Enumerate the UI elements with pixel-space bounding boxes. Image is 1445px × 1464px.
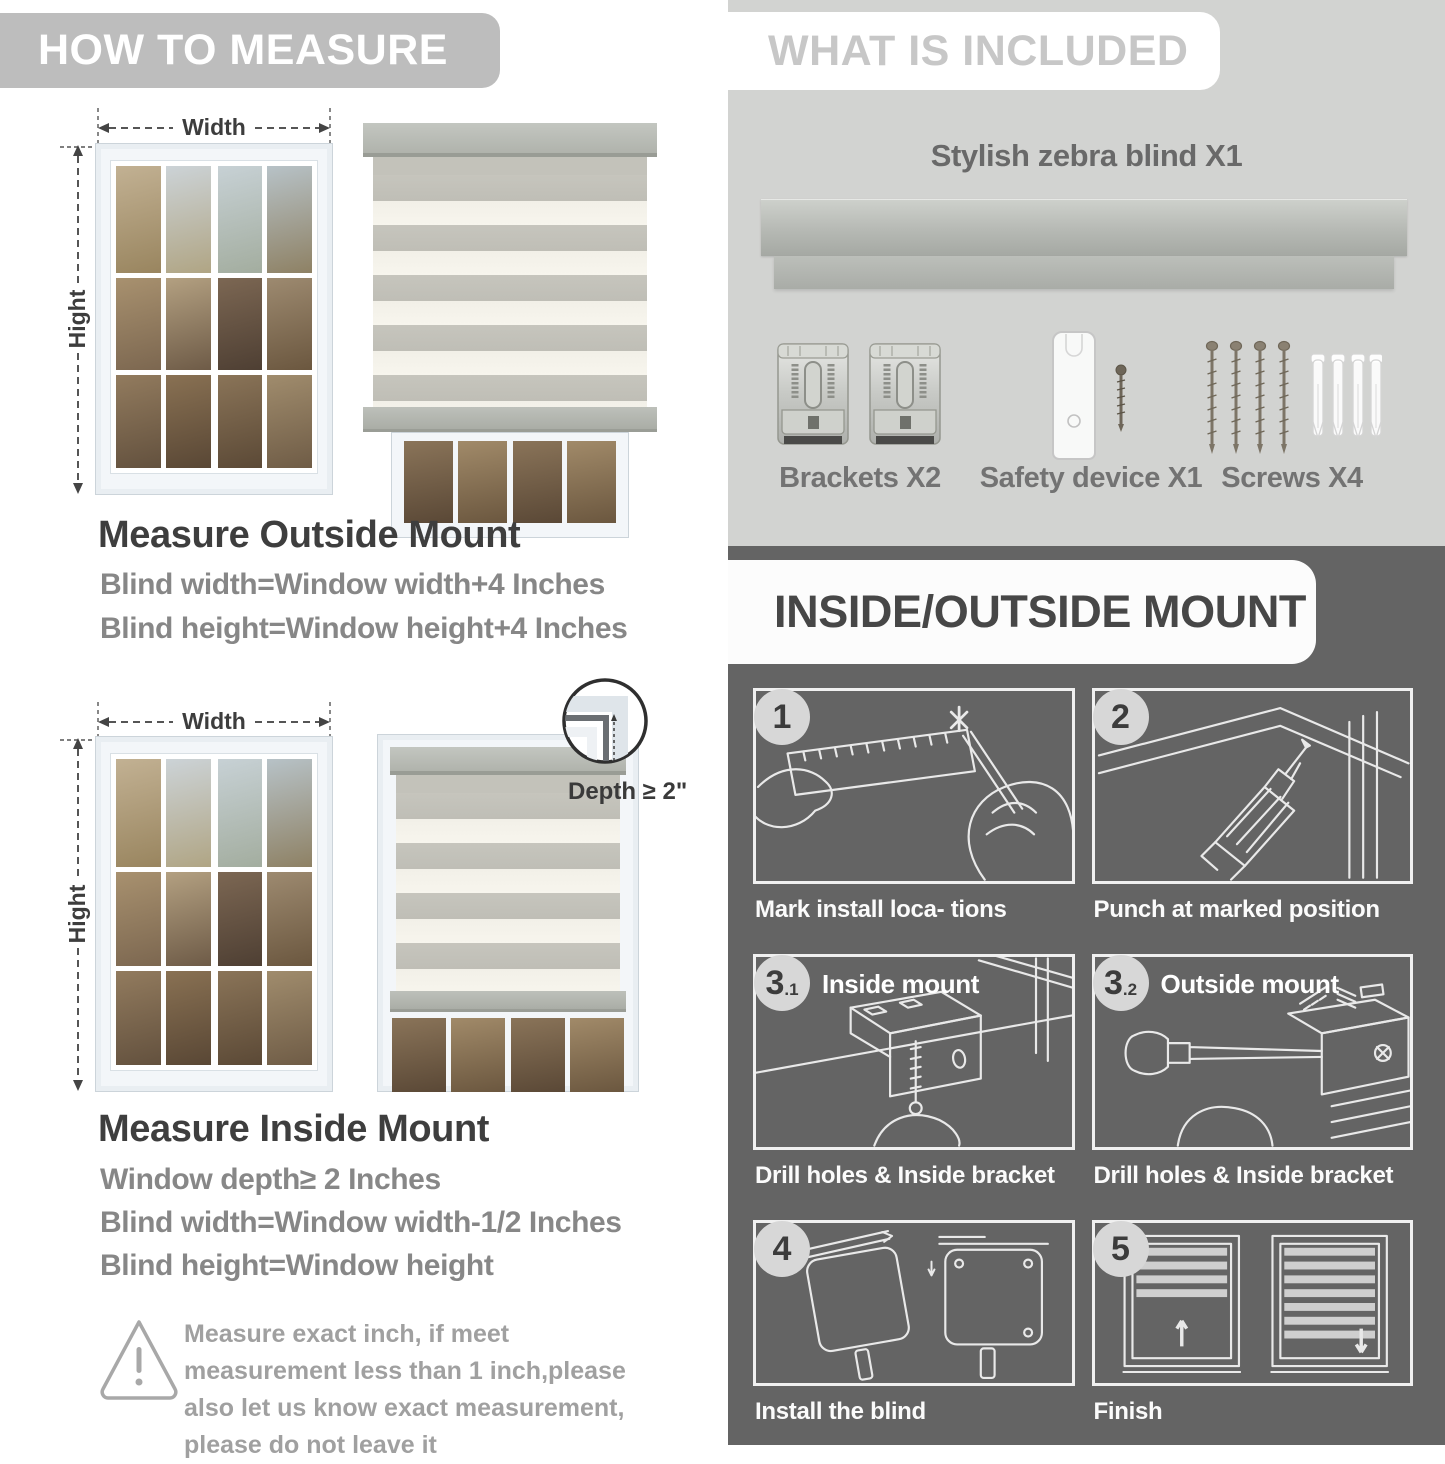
outside-mount-rule-width: Blind width=Window width+4 Inches bbox=[100, 568, 605, 601]
step-3-1-caption: Drill holes & Inside bracket bbox=[755, 1162, 1055, 1189]
screws-label: Screws X4 bbox=[1221, 462, 1363, 494]
window-sash bbox=[218, 166, 313, 468]
step-3-2-caption: Drill holes & Inside bracket bbox=[1093, 1162, 1394, 1189]
depth-requirement-label: Depth ≥ 2" bbox=[568, 778, 688, 805]
measure-section bbox=[0, 0, 722, 1459]
safety-screw-icon bbox=[1116, 365, 1126, 432]
step-5-panel bbox=[1092, 1220, 1414, 1386]
window-sash bbox=[116, 166, 211, 468]
step-3-1 bbox=[753, 954, 1075, 1220]
step-2-panel bbox=[1092, 688, 1414, 884]
blind-bottom-rail bbox=[390, 991, 626, 1012]
step-number-badge: 3 .1 bbox=[754, 955, 810, 1011]
step-4-caption: Install the blind bbox=[755, 1398, 926, 1425]
headrail-valance-image bbox=[774, 256, 1394, 289]
height-dimension-arrow bbox=[56, 143, 96, 495]
hight-label: Hight bbox=[64, 289, 90, 349]
screws-icon bbox=[1202, 332, 1382, 468]
width-dimension-arrow bbox=[95, 104, 333, 146]
warning-triangle-icon bbox=[96, 1312, 182, 1402]
step-2 bbox=[1092, 688, 1414, 954]
step-3-1-panel bbox=[753, 954, 1075, 1150]
blind-bottom-rail bbox=[363, 407, 657, 432]
depth-magnifier-icon bbox=[560, 676, 650, 766]
inside-mount-rule-depth: Window depth≥ 2 Inches bbox=[100, 1163, 441, 1196]
height-dimension-arrow bbox=[56, 736, 96, 1092]
what-is-included-section bbox=[728, 0, 1445, 546]
step-number-badge: 1 bbox=[754, 689, 810, 745]
outside-mount-rule-height: Blind height=Window height+4 Inches bbox=[100, 612, 628, 645]
mount-instructions-section bbox=[728, 546, 1445, 1445]
step-4-panel bbox=[753, 1220, 1075, 1386]
measure-warning-text: Measure exact inch, if meet measurement less than 1 inch,please also let us know exact measurement, please do not leave it bbox=[184, 1320, 626, 1459]
width-dimension-arrow bbox=[95, 698, 333, 740]
zebra-blind-outside-mount bbox=[363, 123, 657, 538]
safety-device-label: Safety device X1 bbox=[979, 462, 1203, 494]
headrail-image bbox=[761, 199, 1407, 256]
window-sash bbox=[116, 759, 211, 1065]
safety-device-icon bbox=[1026, 326, 1156, 468]
step-number-badge: 5 bbox=[1093, 1221, 1149, 1277]
brackets-icon bbox=[776, 336, 944, 458]
step-5 bbox=[1092, 1220, 1414, 1456]
inside-outside-mount-header: INSIDE/OUTSIDE MOUNT bbox=[728, 560, 1316, 664]
window-photo-outside bbox=[95, 143, 333, 495]
step-3-1-title: Inside mount bbox=[822, 969, 979, 999]
blind-fabric bbox=[373, 157, 647, 407]
brackets-label: Brackets X2 bbox=[779, 462, 941, 494]
width-label: Width bbox=[182, 114, 246, 140]
outside-mount-title: Measure Outside Mount bbox=[98, 514, 521, 556]
step-3-2-panel bbox=[1092, 954, 1414, 1150]
width-label: Width bbox=[182, 708, 246, 734]
step-number-badge: 4 bbox=[754, 1221, 810, 1277]
inside-mount-rule-height: Blind height=Window height bbox=[100, 1249, 494, 1282]
step-3-2-title: Outside mount bbox=[1160, 969, 1339, 999]
hight-label: Hight bbox=[64, 884, 90, 944]
step-number-badge: 2 bbox=[1093, 689, 1149, 745]
zebra-blind-count-label: Stylish zebra blind X1 bbox=[930, 138, 1243, 173]
step-5-caption: Finish bbox=[1093, 1398, 1163, 1425]
blind-cassette bbox=[363, 123, 657, 157]
what-is-included-header: WHAT IS INCLUDED bbox=[728, 12, 1220, 90]
installation-steps bbox=[753, 688, 1413, 1456]
inside-mount-rule-width: Blind width=Window width-1/2 Inches bbox=[100, 1206, 622, 1239]
blind-fabric bbox=[396, 775, 620, 991]
step-number-badge: 3 .2 bbox=[1093, 955, 1149, 1011]
how-to-measure-header: HOW TO MEASURE bbox=[0, 13, 500, 88]
inside-mount-title: Measure Inside Mount bbox=[98, 1108, 490, 1150]
step-1 bbox=[753, 688, 1075, 954]
step-3-2 bbox=[1092, 954, 1414, 1220]
step-2-caption: Punch at marked position bbox=[1093, 896, 1380, 923]
step-4 bbox=[753, 1220, 1075, 1456]
window-sash bbox=[218, 759, 313, 1065]
window-photo-inside bbox=[95, 736, 333, 1092]
step-1-panel bbox=[753, 688, 1075, 884]
step-1-caption: Mark install loca- tions bbox=[755, 896, 1007, 923]
